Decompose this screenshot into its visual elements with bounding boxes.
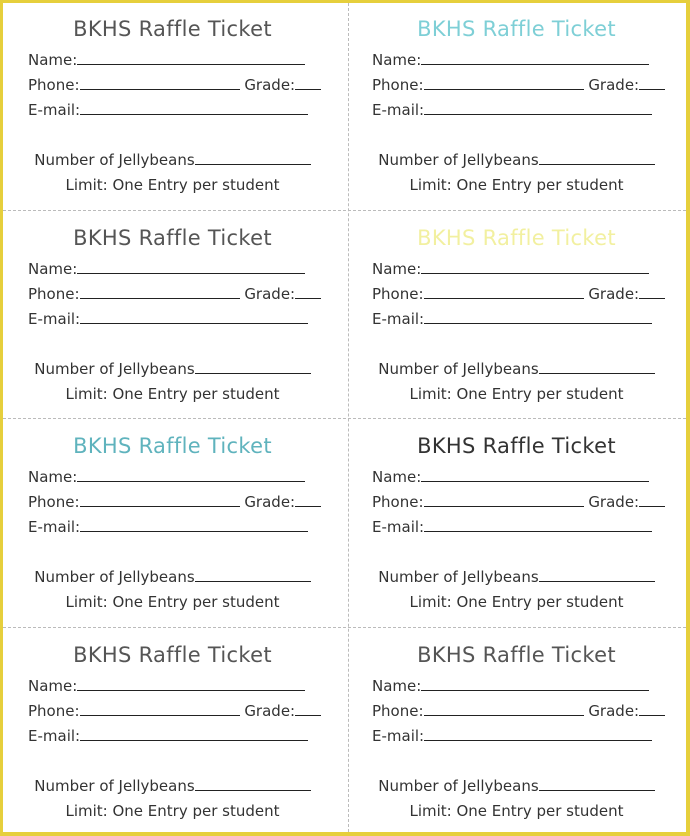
grade-blank[interactable] bbox=[295, 286, 321, 299]
ticket-title: BKHS Raffle Ticket bbox=[417, 643, 616, 667]
jellybeans-blank[interactable] bbox=[539, 152, 655, 165]
name-line bbox=[28, 51, 305, 69]
grade-label: Grade: bbox=[588, 285, 640, 303]
jellybeans-blank[interactable] bbox=[539, 778, 655, 791]
name-blank[interactable] bbox=[421, 261, 649, 274]
phone-line bbox=[372, 285, 665, 303]
email-line bbox=[372, 310, 652, 328]
phone-blank[interactable] bbox=[80, 286, 240, 299]
phone-blank[interactable] bbox=[424, 77, 584, 90]
jellybeans-blank[interactable] bbox=[539, 361, 655, 374]
phone-line bbox=[28, 76, 321, 94]
grade-blank[interactable] bbox=[639, 77, 665, 90]
phone-label: Phone: bbox=[372, 702, 424, 720]
phone-blank[interactable] bbox=[424, 703, 584, 716]
grade-label: Grade: bbox=[244, 76, 296, 94]
name-blank[interactable] bbox=[421, 52, 649, 65]
jellybeans-line bbox=[0, 777, 345, 795]
jellybeans-label: Number of Jellybeans bbox=[378, 360, 539, 378]
raffle-ticket bbox=[344, 0, 689, 208]
jellybeans-label: Number of Jellybeans bbox=[34, 360, 195, 378]
phone-line bbox=[372, 493, 665, 511]
email-label: E-mail: bbox=[372, 101, 425, 119]
email-line bbox=[372, 101, 652, 119]
ticket-title: BKHS Raffle Ticket bbox=[417, 17, 616, 41]
ticket-title: BKHS Raffle Ticket bbox=[73, 643, 272, 667]
grade-label: Grade: bbox=[244, 285, 296, 303]
name-line bbox=[372, 51, 649, 69]
email-label: E-mail: bbox=[28, 518, 81, 536]
jellybeans-blank[interactable] bbox=[195, 361, 311, 374]
email-blank[interactable] bbox=[424, 728, 652, 741]
ticket-title: BKHS Raffle Ticket bbox=[417, 226, 616, 250]
phone-blank[interactable] bbox=[80, 77, 240, 90]
email-blank[interactable] bbox=[80, 728, 308, 741]
name-label: Name: bbox=[372, 51, 422, 69]
name-label: Name: bbox=[372, 468, 422, 486]
email-line bbox=[28, 727, 308, 745]
name-label: Name: bbox=[372, 677, 422, 695]
limit-text: Limit: One Entry per student bbox=[409, 593, 624, 611]
email-label: E-mail: bbox=[372, 310, 425, 328]
grade-label: Grade: bbox=[244, 702, 296, 720]
email-label: E-mail: bbox=[372, 518, 425, 536]
raffle-ticket bbox=[0, 0, 345, 208]
name-blank[interactable] bbox=[77, 469, 305, 482]
email-line bbox=[372, 518, 652, 536]
raffle-ticket bbox=[344, 626, 689, 834]
name-label: Name: bbox=[28, 260, 78, 278]
ticket-title: BKHS Raffle Ticket bbox=[417, 434, 616, 458]
jellybeans-label: Number of Jellybeans bbox=[378, 568, 539, 586]
raffle-ticket bbox=[0, 626, 345, 834]
email-blank[interactable] bbox=[80, 311, 308, 324]
email-line bbox=[28, 518, 308, 536]
raffle-ticket bbox=[0, 209, 345, 417]
limit-text: Limit: One Entry per student bbox=[409, 802, 624, 820]
jellybeans-label: Number of Jellybeans bbox=[378, 151, 539, 169]
name-blank[interactable] bbox=[421, 678, 649, 691]
email-label: E-mail: bbox=[28, 310, 81, 328]
email-line bbox=[28, 310, 308, 328]
name-line bbox=[28, 468, 305, 486]
phone-label: Phone: bbox=[372, 285, 424, 303]
jellybeans-label: Number of Jellybeans bbox=[378, 777, 539, 795]
email-blank[interactable] bbox=[80, 102, 308, 115]
email-blank[interactable] bbox=[424, 311, 652, 324]
name-label: Name: bbox=[28, 51, 78, 69]
jellybeans-label: Number of Jellybeans bbox=[34, 151, 195, 169]
limit-text: Limit: One Entry per student bbox=[65, 802, 280, 820]
grade-label: Grade: bbox=[588, 76, 640, 94]
jellybeans-line bbox=[344, 360, 689, 378]
jellybeans-blank[interactable] bbox=[195, 778, 311, 791]
email-label: E-mail: bbox=[28, 727, 81, 745]
jellybeans-label: Number of Jellybeans bbox=[34, 777, 195, 795]
email-line bbox=[28, 101, 308, 119]
jellybeans-line bbox=[344, 151, 689, 169]
ticket-title: BKHS Raffle Ticket bbox=[73, 226, 272, 250]
name-blank[interactable] bbox=[77, 678, 305, 691]
grade-blank[interactable] bbox=[295, 494, 321, 507]
name-blank[interactable] bbox=[421, 469, 649, 482]
jellybeans-blank[interactable] bbox=[195, 569, 311, 582]
jellybeans-line bbox=[0, 151, 345, 169]
grade-label: Grade: bbox=[244, 493, 296, 511]
name-blank[interactable] bbox=[77, 261, 305, 274]
ticket-title: BKHS Raffle Ticket bbox=[73, 434, 272, 458]
email-label: E-mail: bbox=[28, 101, 81, 119]
phone-line bbox=[28, 285, 321, 303]
email-line bbox=[372, 727, 652, 745]
phone-line bbox=[372, 76, 665, 94]
ticket-title: BKHS Raffle Ticket bbox=[73, 17, 272, 41]
email-label: E-mail: bbox=[372, 727, 425, 745]
phone-label: Phone: bbox=[372, 76, 424, 94]
email-blank[interactable] bbox=[424, 519, 652, 532]
phone-blank[interactable] bbox=[424, 286, 584, 299]
limit-text: Limit: One Entry per student bbox=[409, 176, 624, 194]
email-blank[interactable] bbox=[80, 519, 308, 532]
phone-blank[interactable] bbox=[80, 494, 240, 507]
jellybeans-line bbox=[0, 360, 345, 378]
phone-label: Phone: bbox=[28, 702, 80, 720]
grade-blank[interactable] bbox=[639, 703, 665, 716]
phone-line bbox=[372, 702, 665, 720]
raffle-ticket bbox=[344, 209, 689, 417]
name-line bbox=[28, 260, 305, 278]
phone-blank[interactable] bbox=[424, 494, 584, 507]
raffle-ticket bbox=[0, 417, 345, 625]
name-label: Name: bbox=[372, 260, 422, 278]
jellybeans-label: Number of Jellybeans bbox=[34, 568, 195, 586]
grade-blank[interactable] bbox=[639, 494, 665, 507]
phone-label: Phone: bbox=[28, 76, 80, 94]
name-label: Name: bbox=[28, 468, 78, 486]
jellybeans-line bbox=[0, 568, 345, 586]
name-line bbox=[28, 677, 305, 695]
grade-label: Grade: bbox=[588, 702, 640, 720]
name-blank[interactable] bbox=[77, 52, 305, 65]
name-line bbox=[372, 468, 649, 486]
raffle-ticket bbox=[344, 417, 689, 625]
name-label: Name: bbox=[28, 677, 78, 695]
phone-line bbox=[28, 702, 321, 720]
grade-blank[interactable] bbox=[639, 286, 665, 299]
name-line bbox=[372, 677, 649, 695]
phone-label: Phone: bbox=[372, 493, 424, 511]
limit-text: Limit: One Entry per student bbox=[65, 593, 280, 611]
jellybeans-line bbox=[344, 568, 689, 586]
grade-label: Grade: bbox=[588, 493, 640, 511]
jellybeans-blank[interactable] bbox=[195, 152, 311, 165]
jellybeans-line bbox=[344, 777, 689, 795]
jellybeans-blank[interactable] bbox=[539, 569, 655, 582]
limit-text: Limit: One Entry per student bbox=[65, 385, 280, 403]
phone-label: Phone: bbox=[28, 493, 80, 511]
email-blank[interactable] bbox=[424, 102, 652, 115]
limit-text: Limit: One Entry per student bbox=[409, 385, 624, 403]
phone-label: Phone: bbox=[28, 285, 80, 303]
grade-blank[interactable] bbox=[295, 703, 321, 716]
phone-line bbox=[28, 493, 321, 511]
limit-text: Limit: One Entry per student bbox=[65, 176, 280, 194]
grade-blank[interactable] bbox=[295, 77, 321, 90]
phone-blank[interactable] bbox=[80, 703, 240, 716]
name-line bbox=[372, 260, 649, 278]
